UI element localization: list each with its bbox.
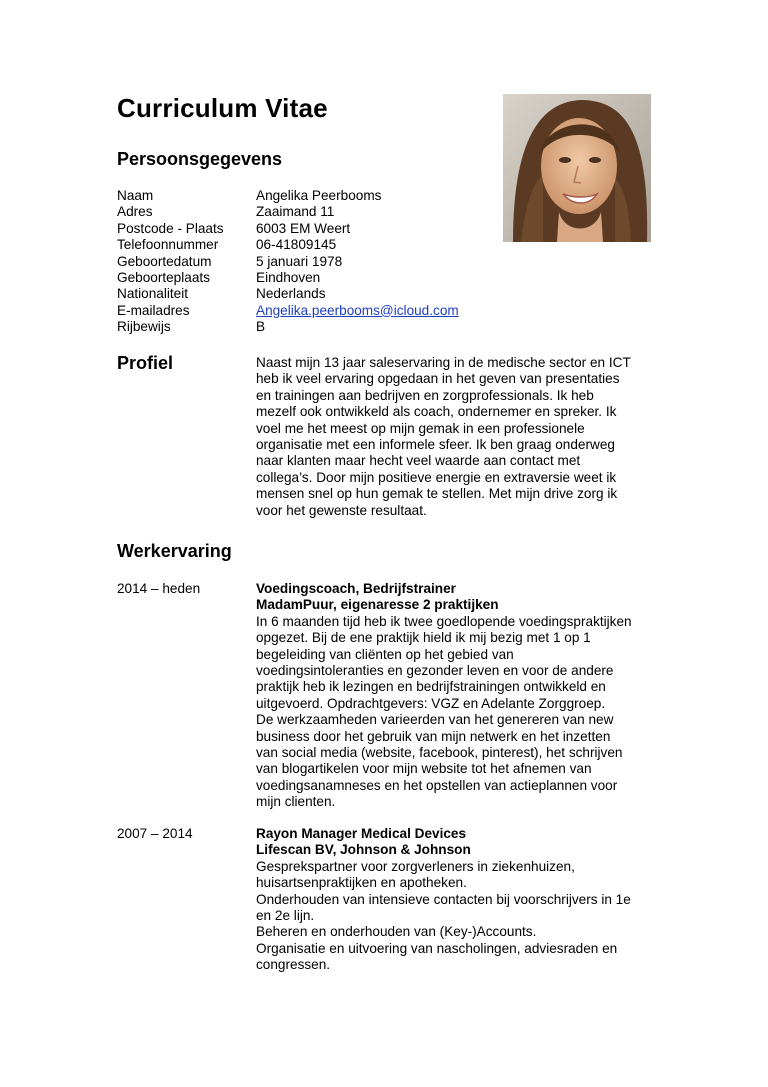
job-description-line: voedingsintoleranties en gezonder leven en voor de andere xyxy=(256,663,614,679)
profile-line: naar klanten maar hecht veel waarde aan contact met xyxy=(256,453,581,469)
detail-value: B xyxy=(256,319,266,335)
profile-line: voel me het meest op mijn gemak in een professionele xyxy=(256,420,585,436)
detail-label: Naam xyxy=(117,188,154,203)
detail-label: Adres xyxy=(117,204,153,220)
section-heading-profile: Profiel xyxy=(117,353,174,373)
job-description-line: van blogartikelen voor mijn website tot het afnemen van xyxy=(256,761,592,777)
job-details xyxy=(256,826,631,974)
job-description-line: en 2e lijn. xyxy=(256,908,315,924)
profile-line: organisatie met een informele sfeer. Ik ben graag onderweg xyxy=(256,437,615,453)
job-description-line: business door het gebruik van mijn netwerk en het inzetten xyxy=(256,728,611,744)
detail-value: Angelika Peerbooms xyxy=(256,188,382,203)
job-description-line: uitgevoerd. Opdrachtgevers: VGZ en Adelante Zorggroep. xyxy=(256,695,606,711)
job-description-line: voedingsanamneses en het opstellen van actieplannen voor xyxy=(256,777,618,793)
job-role: Rayon Manager Medical Devices xyxy=(256,826,467,841)
job-details xyxy=(256,581,632,811)
job-description-line: Onderhouden van intensieve contacten bij voorschrijvers in 1e xyxy=(256,891,631,907)
job-description-line: Organisatie en uitvoering van nascholingen, adviesraden en xyxy=(256,940,618,956)
job-description-line: De werkzaamheden varieerden van het genereren van new xyxy=(256,712,614,728)
detail-value: 6003 EM Weert xyxy=(256,220,351,236)
profile-line: collega’s. Door mijn positieve energie en extraversie weet ik xyxy=(256,469,617,485)
profile-line: Naast mijn 13 jaar saleservaring in de medische sector en ICT xyxy=(256,355,631,370)
detail-label: Geboortedatum xyxy=(117,253,212,269)
detail-value: Nederlands xyxy=(256,286,326,302)
profile-line: heb ik veel ervaring opgedaan in het geven van presentaties xyxy=(256,371,620,387)
detail-label: Rijbewijs xyxy=(117,319,171,335)
job-description-line: huisartsenpraktijken en apotheken. xyxy=(256,875,467,891)
detail-value: 06-41809145 xyxy=(256,237,337,253)
section-heading-experience: Werkervaring xyxy=(117,541,232,561)
job-company: MadamPuur, eigenaresse 2 praktijken xyxy=(256,597,499,613)
email-link[interactable]: Angelika.peerbooms@icloud.com xyxy=(256,302,459,318)
detail-label: Telefoonnummer xyxy=(117,237,219,253)
profile-line: mezelf ook ontwikkeld als coach, ondernemer en spreker. Ik xyxy=(256,404,617,420)
detail-label: Postcode - Plaats xyxy=(117,220,224,236)
detail-label: E-mailadres xyxy=(117,302,190,318)
job-description-line: Gesprekspartner voor zorgverleners in ziekenhuizen, xyxy=(256,858,575,874)
portrait-image xyxy=(503,94,651,242)
job-description-line: congressen. xyxy=(256,957,331,973)
profile-line: voor het gewenste resultaat. xyxy=(256,502,427,518)
section-heading-personal: Persoonsgegevens xyxy=(117,149,283,169)
job-description-line: In 6 maanden tijd heb ik twee goedlopende voedingspraktijken xyxy=(256,613,632,629)
page-title: Curriculum Vitae xyxy=(117,93,328,123)
job-period: 2014 – heden xyxy=(117,581,201,596)
detail-label: Nationaliteit xyxy=(117,286,189,302)
detail-value: 5 januari 1978 xyxy=(256,253,343,269)
profile-photo xyxy=(503,94,651,242)
detail-value: Eindhoven xyxy=(256,270,321,285)
job-role: Voedingscoach, Bedrijfstrainer xyxy=(256,581,456,596)
job-description-line: opgezet. Bij de ene praktijk hield ik mij bezig met 1 op 1 xyxy=(256,630,591,646)
profile-line: en trainingen aan bedrijven en zorgprofessionals. Ik heb xyxy=(256,387,594,403)
profile-text xyxy=(256,355,631,519)
job-description-line: begeleiding van cliënten op het gebied van xyxy=(256,646,514,662)
detail-label: Geboorteplaats xyxy=(117,270,210,285)
job-description-line: mijn clienten. xyxy=(256,794,336,810)
job-description-line: praktijk heb ik lezingen en bedrijfstrainingen ontwikkeld en xyxy=(256,679,606,695)
profile-line: mensen snel op hun gemak te stellen. Met mijn drive zorg ik xyxy=(256,486,618,502)
job-company: Lifescan BV, Johnson & Johnson xyxy=(256,842,471,858)
job-period: 2007 – 2014 xyxy=(117,826,193,841)
job-description-line: van social media (website, facebook, pinterest), het schrijven xyxy=(256,745,623,761)
job-description-line: Beheren en onderhouden van (Key-)Accounts. xyxy=(256,924,537,940)
detail-value: Zaaimand 11 xyxy=(256,204,335,220)
